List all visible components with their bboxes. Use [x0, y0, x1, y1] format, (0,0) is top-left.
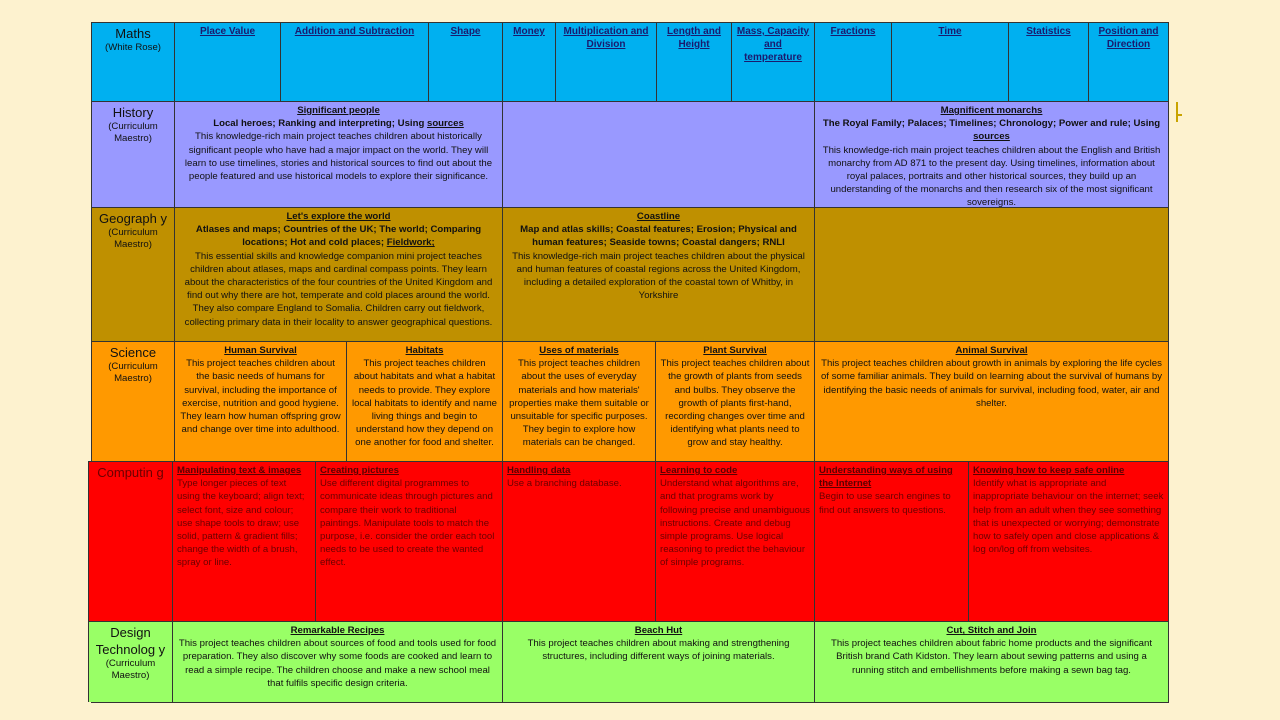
subject-maths	[91, 23, 174, 101]
subject-title: History	[112, 105, 154, 120]
text-cursor-marker-tick	[1176, 114, 1182, 116]
computing-project: Understanding ways of using the Internet Begin to use search engines to find out answers to questions.	[814, 462, 968, 621]
computing-project: Handling data Use a branching database.	[502, 462, 655, 621]
subject-geography	[91, 208, 174, 341]
row-geography	[91, 207, 1169, 341]
row-science	[91, 341, 1169, 461]
maths-topic: Statistics	[1008, 23, 1088, 101]
subject-title: Science	[109, 345, 157, 360]
science-project: Human Survival This project teaches children about the basic needs of humans for survival, including the importance of exercise, nutrition and good hygiene. They learn how human offspring grow and change over time into adulthood.	[174, 342, 346, 461]
subject-title: Design Technolog y	[95, 625, 166, 657]
maths-topic: Place Value	[174, 23, 280, 101]
row-maths	[91, 22, 1169, 101]
subject-computing	[88, 462, 172, 621]
table-bottom-border	[91, 702, 1169, 703]
history-empty	[502, 102, 814, 207]
maths-topic: Time	[891, 23, 1008, 101]
computing-project: Creating pictures Use different digital programmes to communicate ideas through pictures and compare their work to traditional paintings. Manipulate tools to match the purpose, i.e. consider the order each tool needs to be used to create the wanted effect.	[315, 462, 502, 621]
geography-empty	[814, 208, 1169, 341]
design-project: Cut, Stitch and Join This project teaches children about fabric home products and the significant British brand Cath Kidston. They learn about sewing patterns and using a running stitch and embellishments before making a sewn bag tag.	[814, 622, 1169, 702]
computing-project: Manipulating text & images Type longer pieces of text using the keyboard; align text; select font, size and colour; use shape tools to draw; use solid, pattern & gradient fills; change the width of a brush, spray or line.	[172, 462, 315, 621]
maths-topic: Mass, Capacity and temperature	[731, 23, 814, 101]
subject-science	[91, 342, 174, 461]
maths-topic: Length and Height	[656, 23, 731, 101]
subject-history	[91, 102, 174, 207]
history-project: Magnificent monarchs The Royal Family; Palaces; Timelines; Chronology; Power and rule; Using sources This knowledge-rich main project teaches children about the English and British monarchy from AD 871 to the present day. Using timelines, information about royal palaces, portraits and other historical sources, they build up an understanding of the monarchs and then research six of the most significant sovereigns.	[814, 102, 1169, 207]
subject-source: (Curriculum Maestro)	[108, 121, 158, 144]
subject-source: (Curriculum Maestro)	[105, 658, 156, 681]
computing-project: Knowing how to keep safe online Identify what is appropriate and inappropriate behaviour on the internet; seek help from an adult when they see something that is unexpected or worrying; demonstrate how to safely open and close applications & log on/log off from websites.	[968, 462, 1169, 621]
science-project: Animal Survival This project teaches children about growth in animals by exploring the life cycles of some familiar animals. They build on learning about the survival of humans by identifying the basic needs of animals for survival, including food, water, air and shelter.	[814, 342, 1169, 461]
subject-source: (White Rose)	[105, 42, 161, 53]
row-computing	[88, 461, 1169, 621]
geography-project: Let's explore the world Atlases and maps; Countries of the UK; The world; Comparing locations; Hot and cold places; Fieldwork; This essential skills and knowledge companion mini project teaches children about atlases, maps and cardinal compass points. They learn about the characteristics of the four countries of the United Kingdom and find out why there are hot, temperate and cold places around the world. They also compare England to Somalia. Children carry out fieldwork, collecting primary data in their locality to answer geographical questions.	[174, 208, 502, 341]
science-project: Habitats This project teaches children about habitats and what a habitat needs to provide. They explore local habitats to identify and name living things and begin to understand how they depend on one another for food and shelter.	[346, 342, 502, 461]
row-design-technology	[88, 621, 1169, 702]
geography-project: Coastline Map and atlas skills; Coastal features; Erosion; Physical and human features; Seaside towns; Coastal dangers; RNLI This knowledge-rich main project teaches children about the physical and human features of coastal regions across the United Kingdom, including a detailed exploration of the coastal town of Whitby, in Yorkshire	[502, 208, 814, 341]
subject-title: Computin g	[97, 465, 164, 480]
maths-topic: Money	[502, 23, 555, 101]
subject-source: (Curriculum Maestro)	[108, 227, 158, 250]
history-project: Significant people Local heroes; Ranking and interpreting; Using sources This knowledge-rich main project teaches children about historically significant people who have had a major impact on the world. They will learn to use timelines, stories and historical sources to find out about the people featured and use historical models to explore their significance.	[174, 102, 502, 207]
subject-title: Maths	[115, 26, 151, 41]
maths-topic: Position and Direction	[1088, 23, 1169, 101]
subject-title: Geograph y	[99, 211, 167, 226]
science-project: Uses of materials This project teaches children about the uses of everyday materials and how materials' properties make them suitable or unsuitable for specific purposes. They begin to explore how materials can be changed.	[502, 342, 655, 461]
design-project: Remarkable Recipes This project teaches children about sources of food and tools used for food preparation. They also discover why some foods are cooked and learn to read a simple recipe. The children choose and make a new school meal that fulfils specific design criteria.	[172, 622, 502, 702]
maths-topic: Shape	[428, 23, 502, 101]
maths-topic: Fractions	[814, 23, 891, 101]
science-project: Plant Survival This project teaches children about the growth of plants from seeds and bulbs. They observe the growth of plants first-hand, recording changes over time and identifying what plants need to grow and stay healthy.	[655, 342, 814, 461]
subject-design-technology	[88, 622, 172, 702]
subject-source: (Curriculum Maestro)	[108, 361, 158, 384]
row-history	[91, 101, 1169, 207]
maths-topic: Addition and Subtraction	[280, 23, 428, 101]
maths-topic: Multiplication and Division	[555, 23, 656, 101]
text-cursor-marker	[1176, 102, 1178, 122]
design-project: Beach Hut This project teaches children about making and strengthening structures, including different ways of joining materials.	[502, 622, 814, 702]
computing-project: Learning to code Understand what algorithms are, and that programs work by following precise and unambiguous instructions. Create and debug simple programs. Use logical reasoning to predict the behaviour of simple programs.	[655, 462, 814, 621]
